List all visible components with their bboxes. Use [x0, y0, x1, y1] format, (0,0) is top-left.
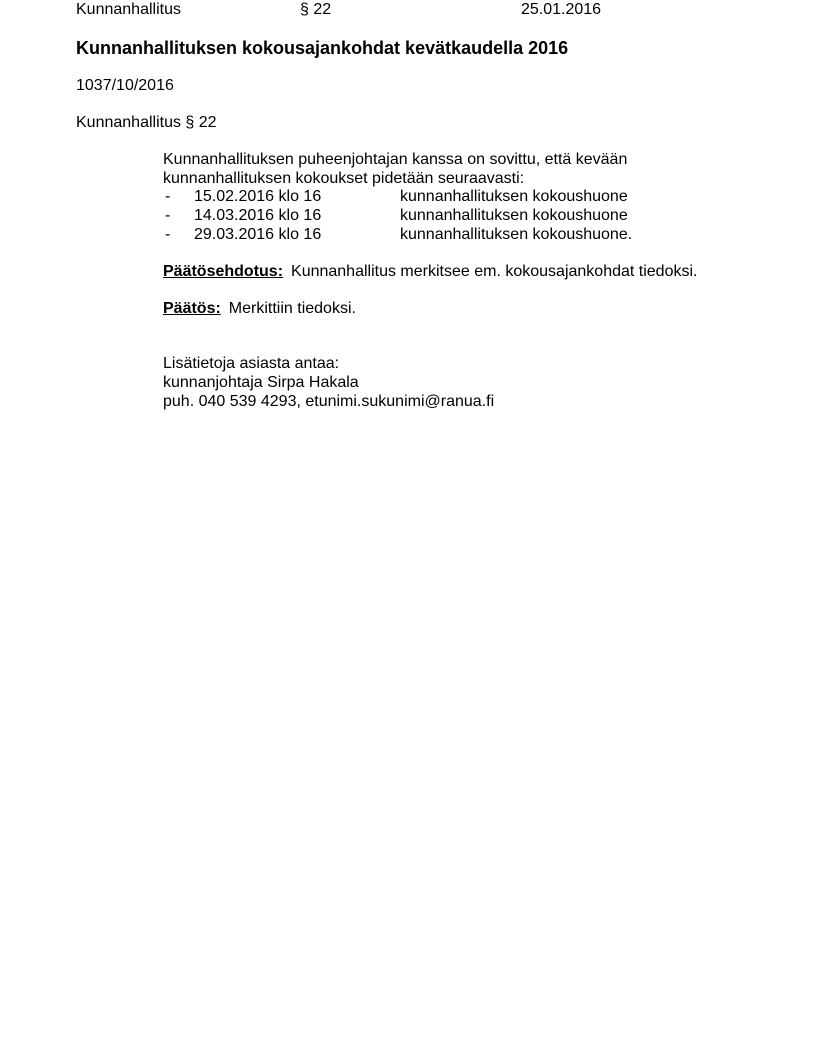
contact-intro: Lisätietoja asiasta antaa: — [163, 355, 340, 372]
proposal-text: Kunnanhallitus merkitsee em. kokousajankohdat tiedoksi. — [291, 263, 698, 280]
intro-line-1: Kunnanhallituksen puheenjohtajan kanssa on sovittu, että kevään — [163, 151, 628, 168]
intro-line-2: kunnanhallituksen kokoukset pidetään seuraavasti: — [163, 170, 525, 187]
header-body-name: Kunnanhallitus — [76, 1, 181, 18]
list-dash: - — [165, 226, 171, 243]
meeting-location: kunnanhallituksen kokoushuone. — [400, 226, 633, 243]
contact-phone-email: puh. 040 539 4293, etunimi.sukunimi@ranua.fi — [163, 393, 495, 410]
header-paragraph-number: § 22 — [300, 1, 332, 18]
document-number: 1037/10/2016 — [76, 77, 174, 94]
meeting-datetime: 15.02.2016 klo 16 — [194, 188, 322, 205]
decision-paragraph — [163, 299, 356, 318]
meeting-datetime: 14.03.2016 klo 16 — [194, 207, 322, 224]
list-dash: - — [165, 188, 171, 205]
header-date: 25.01.2016 — [521, 1, 602, 18]
section-reference: Kunnanhallitus § 22 — [76, 114, 217, 131]
contact-person: kunnanjohtaja Sirpa Hakala — [163, 374, 359, 391]
meeting-location: kunnanhallituksen kokoushuone — [400, 207, 628, 224]
meeting-datetime: 29.03.2016 klo 16 — [194, 226, 322, 243]
proposal-paragraph — [163, 262, 697, 281]
meeting-location: kunnanhallituksen kokoushuone — [400, 188, 628, 205]
document-title: Kunnanhallituksen kokousajankohdat kevätkaudella 2016 — [76, 38, 569, 58]
list-dash: - — [165, 207, 171, 224]
proposal-label: Päätösehdotus: — [163, 263, 284, 280]
decision-label: Päätös: — [163, 300, 221, 317]
decision-text: Merkittiin tiedoksi. — [228, 300, 356, 317]
